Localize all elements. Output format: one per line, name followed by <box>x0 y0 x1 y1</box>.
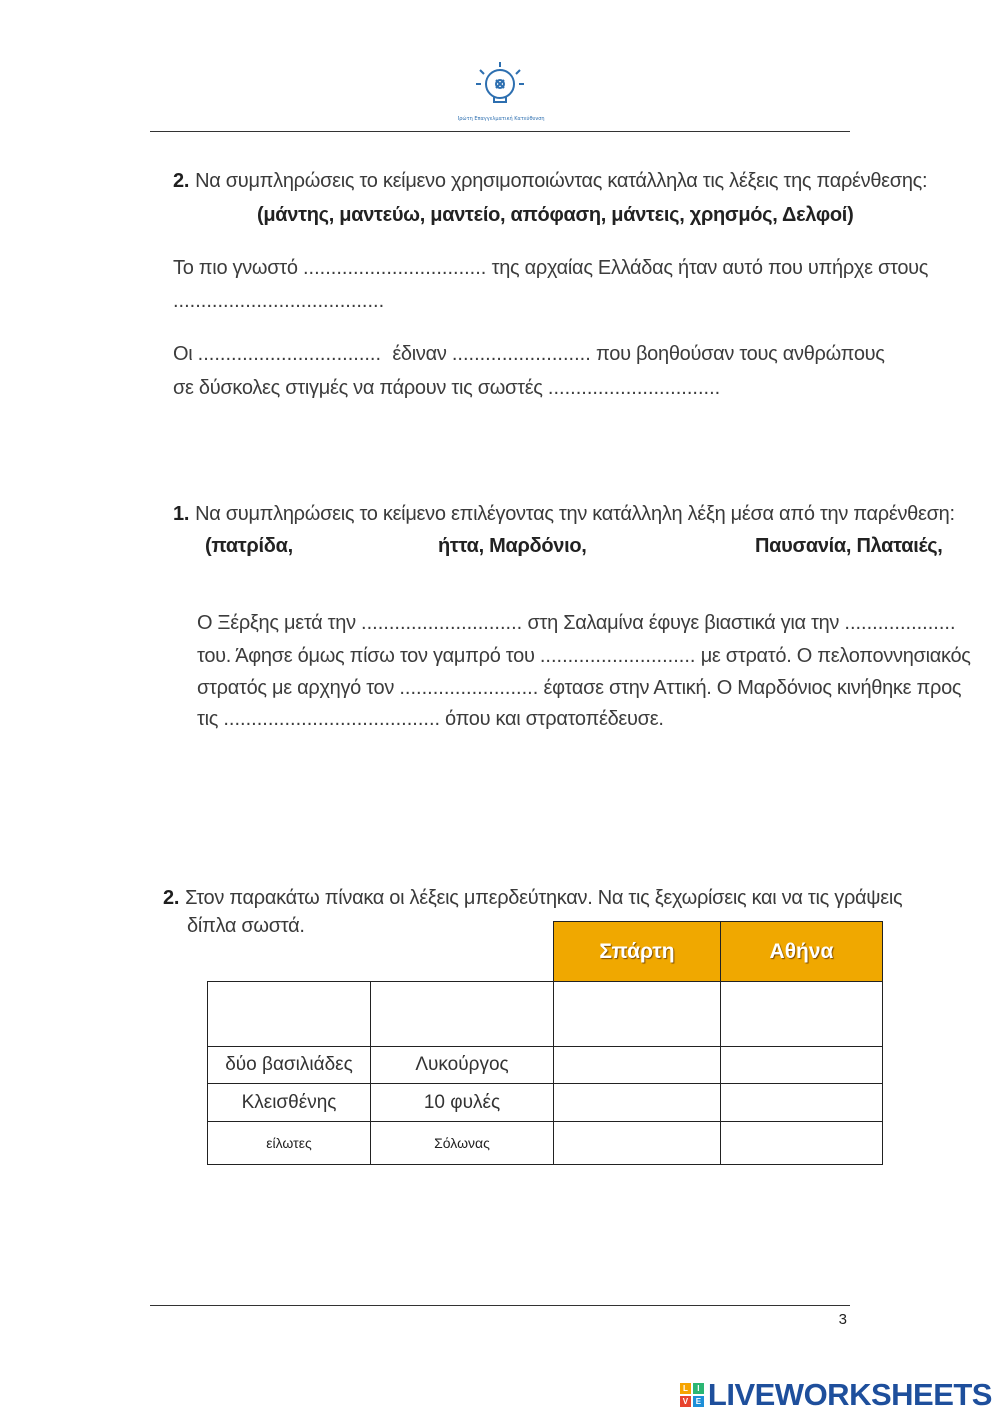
word-cell[interactable]: δύο βασιλιάδες <box>207 1046 371 1084</box>
blank-8[interactable]: ............................ <box>539 645 696 667</box>
exercise-2-number: 1. <box>173 503 190 525</box>
word-cell[interactable]: είλωτες <box>207 1121 371 1165</box>
exercise-3-instruction <box>163 887 902 910</box>
exercise-2-instruction <box>173 503 955 526</box>
page-number: 3 <box>838 1311 847 1328</box>
exercise-1-line-1 <box>173 257 928 280</box>
exercise-2-line-4 <box>197 708 664 731</box>
word-bank-part: Παυσανία, Πλαταιές, <box>755 535 943 557</box>
blank-10[interactable]: ...................................... <box>223 708 435 730</box>
blank-7[interactable]: .................... <box>844 612 956 634</box>
blank-3[interactable]: ................................. <box>197 343 382 365</box>
text-segment: του. Άφησε όμως πίσω τον γαμπρό του <box>197 645 535 667</box>
blank-6[interactable]: ............................. <box>361 612 523 634</box>
liveworksheets-icon: L I V E <box>680 1383 704 1407</box>
answer-cell-sparta[interactable] <box>553 1046 721 1084</box>
text-segment: με στρατό. Ο πελοποννησιακός <box>700 645 971 667</box>
school-logo <box>458 58 558 130</box>
text-segment: . όπου και στρατοπέδευσε. <box>434 708 664 730</box>
answer-cell-athens[interactable] <box>720 1046 883 1084</box>
text-segment: τις <box>197 708 219 730</box>
answer-cell-sparta[interactable] <box>553 981 721 1047</box>
word-cell[interactable] <box>370 981 554 1047</box>
word-cell[interactable] <box>207 981 371 1047</box>
header-divider <box>150 131 850 132</box>
exercise-1-instruction <box>173 170 927 193</box>
exercise-2-instruction-text: Να συμπληρώσεις το κείμενο επιλέγοντας την κατάλληλη λέξη μέσα από την παρένθεση: <box>195 503 955 525</box>
word-cell[interactable]: 10 φυλές <box>370 1083 554 1122</box>
liveworksheets-logo <box>680 1377 992 1413</box>
text-segment: Το πιο γνωστό <box>173 257 298 279</box>
text-segment: Ο Ξέρξης μετά την <box>197 612 356 634</box>
text-segment: στρατός με αρχηγό τον <box>197 677 395 699</box>
blank-9[interactable]: ......................... <box>399 677 539 699</box>
exercise-2-line-1 <box>197 612 956 635</box>
exercise-3-instruction-text: Στον παρακάτω πίνακα οι λέξεις μπερδεύτηκαν. Να τις ξεχωρίσεις και να τις γράψεις <box>185 887 903 909</box>
blank-5[interactable]: ............................... <box>547 377 721 399</box>
blank-2[interactable]: ...................................... <box>173 290 385 312</box>
exercise-1-line-4 <box>173 377 720 400</box>
exercise-2-line-3 <box>197 677 961 700</box>
answer-cell-athens[interactable] <box>720 1083 883 1122</box>
liveworksheets-wordmark: LIVEWORKSHEETS <box>707 1377 992 1412</box>
lightbulb-gear-icon <box>458 58 558 130</box>
word-cell[interactable]: Κλεισθένης <box>207 1083 371 1122</box>
answer-cell-sparta[interactable] <box>553 1083 721 1122</box>
exercise-2-line-2 <box>197 645 971 668</box>
word-cell[interactable]: Λυκούργος <box>370 1046 554 1084</box>
text-segment: της αρχαίας Ελλάδας ήταν αυτό που υπήρχε στους <box>491 257 929 279</box>
exercise-1-instruction-text: Να συμπληρώσεις το κείμενο χρησιμοποιώντας κατάλληλα τις λέξεις της παρένθεσης: <box>195 170 928 192</box>
word-cell[interactable]: Σόλωνας <box>370 1121 554 1165</box>
blank-1[interactable]: ................................. <box>302 257 487 279</box>
text-segment: έφτασε στην Αττική. Ο Μαρδόνιος κινήθηκε προς <box>543 677 962 699</box>
answer-cell-athens[interactable] <box>720 1121 883 1165</box>
footer-divider <box>150 1305 850 1306</box>
exercise-3-number: 2. <box>163 887 180 909</box>
svg-text:Πρώτη Επαγγελματική Κατεύθυνση: Πρώτη Επαγγελματική Κατεύθυνση <box>458 116 545 122</box>
text-segment: έδιναν <box>392 343 447 365</box>
answer-cell-athens[interactable] <box>720 981 883 1047</box>
text-segment: σε δύσκολες στιγμές να πάρουν τις σωστές <box>173 377 543 399</box>
exercise-1-line-3 <box>173 343 885 366</box>
blank-4[interactable]: ......................... <box>451 343 591 365</box>
word-bank-part: (πατρίδα, <box>205 535 293 557</box>
text-segment: στη Σαλαμίνα έφυγε βιαστικά για την <box>527 612 840 634</box>
text-segment: Οι <box>173 343 193 365</box>
header-athens: Αθήνα <box>720 921 883 982</box>
answer-cell-sparta[interactable] <box>553 1121 721 1165</box>
exercise-1-line-2 <box>173 290 384 313</box>
exercise-1-number: 2. <box>173 170 190 192</box>
word-bank-part: ήττα, Μαρδόνιο, <box>438 535 587 557</box>
exercise-3-instruction-line-2: δίπλα σωστά. <box>187 915 305 937</box>
header-sparta: Σπάρτη <box>553 921 721 982</box>
text-segment: που βοηθούσαν τους ανθρώπους <box>596 343 885 365</box>
exercise-1-word-bank: (μάντης, μαντεύω, μαντείο, απόφαση, μάντεις, χρησμός, Δελφοί) <box>257 204 854 226</box>
